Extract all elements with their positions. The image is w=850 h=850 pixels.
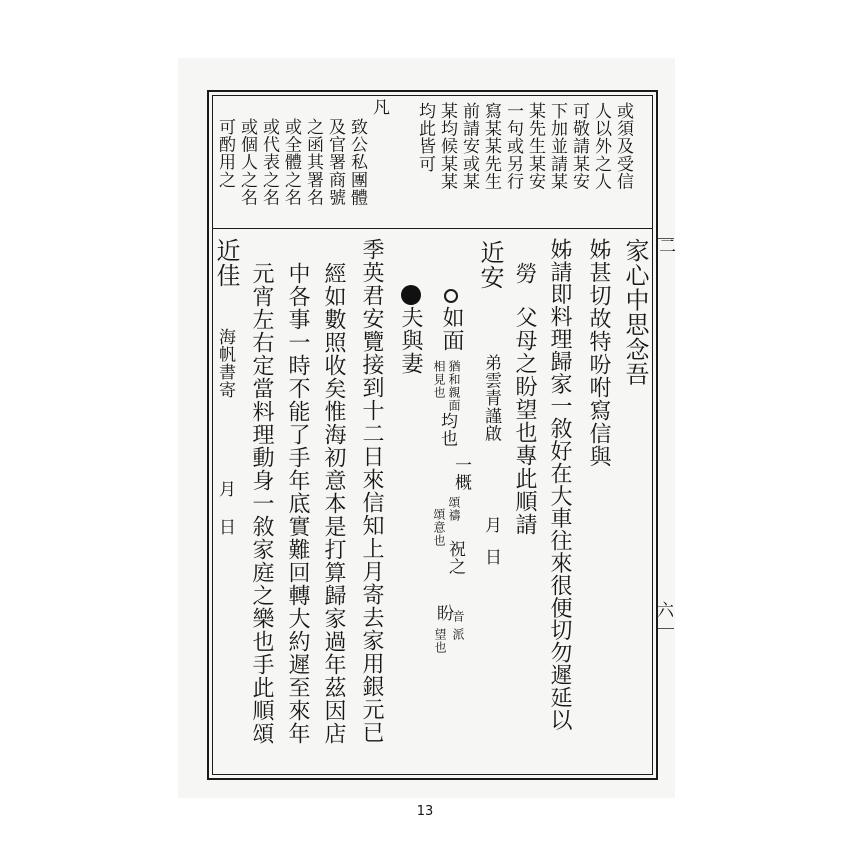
letter1-closing-text: 父母之盼望也專此順請	[512, 306, 537, 536]
page-number: 13	[416, 804, 434, 819]
letter2-body-column: 經如數照收矣惟海初意本是打算歸家過年茲因店	[321, 262, 346, 745]
letter2-signature: 海帆書寄	[215, 328, 235, 399]
note2-column: 可酌用之	[215, 118, 235, 189]
filled-circle-bullet	[401, 285, 421, 305]
letter2-heading: 夫與妻	[398, 306, 423, 375]
annotation-note-a: 均也	[437, 412, 457, 448]
note1-column: 某均候某某	[437, 102, 457, 190]
margin-tick-mid	[658, 628, 674, 629]
note1-column: 一句或另行	[503, 102, 523, 190]
note2-column: 及官署商號	[325, 118, 345, 206]
annotation-note-a: 盼	[433, 604, 453, 622]
note1-column: 寫某某先生	[481, 102, 501, 190]
note2-column: 或全體之名	[281, 118, 301, 206]
annotation-phrase: 如面	[439, 306, 464, 352]
note2-column: 致公私團體	[347, 118, 367, 206]
letter1-body-column: 姊甚切故特吩咐寫信與	[586, 238, 611, 468]
note1-column: 均此皆可	[415, 102, 435, 173]
annotation-note-a: 音	[451, 610, 465, 623]
margin-mark-top: 二	[659, 237, 676, 257]
note2-column: 或代表之名	[259, 118, 279, 206]
note1-column: 某先生某安	[525, 102, 545, 190]
note1-column: 前請安或某	[459, 102, 479, 190]
letter2-body-column: 元宵左右定當料理動身一敘家庭之樂也手此順頌	[249, 262, 274, 745]
letter2-date-month: 月	[215, 480, 235, 498]
annotation-note-a: 一概	[451, 456, 471, 492]
note1-column: 可敬請某安	[569, 102, 589, 190]
letter1-date-month: 月	[481, 516, 501, 534]
open-circle-bullet	[444, 289, 458, 303]
note2-column: 或個人之名	[237, 118, 257, 206]
letter1-greeting: 近安	[476, 240, 504, 290]
annotation-note-b: 相見也	[432, 360, 446, 399]
note1-column: 下加並請某	[547, 102, 567, 190]
annotation-note-b: 頌意也	[432, 508, 446, 547]
letter2-date-day: 日	[215, 518, 235, 536]
annotation-note-a: 頌禱	[447, 496, 461, 522]
annotation-note-a: 猶和親面	[447, 360, 461, 412]
note2-column: 之函其署名	[303, 118, 323, 206]
header-note-divider	[212, 228, 653, 229]
note2-column: 凡	[369, 98, 389, 116]
letter1-closing-label: 勞	[512, 262, 537, 285]
letter2-body-column: 季英君安覽接到十二日來信知上月寄去家用銀元已	[359, 238, 384, 744]
letter1-body-column: 家心中思念吾	[621, 238, 649, 387]
letter2-greeting: 近佳	[212, 238, 240, 288]
margin-mark-mid: 六	[657, 601, 674, 621]
letter1-date-day: 日	[481, 548, 501, 566]
note1-column: 或須及受信	[613, 102, 633, 190]
annotation-note-b: 望也	[433, 628, 447, 654]
annotation-note-a: 派	[451, 628, 465, 641]
annotation-note-a: 祝之	[445, 540, 465, 576]
note1-column: 人以外之人	[591, 102, 611, 190]
letter2-body-column: 中各事一時不能了手年底實難回轉大約遲至來年	[285, 262, 310, 745]
letter1-body-column: 姊請即料理歸家一敘好在大車往來很便切勿遲延以	[547, 238, 572, 731]
letter1-signature: 弟雲青謹啟	[481, 354, 501, 442]
